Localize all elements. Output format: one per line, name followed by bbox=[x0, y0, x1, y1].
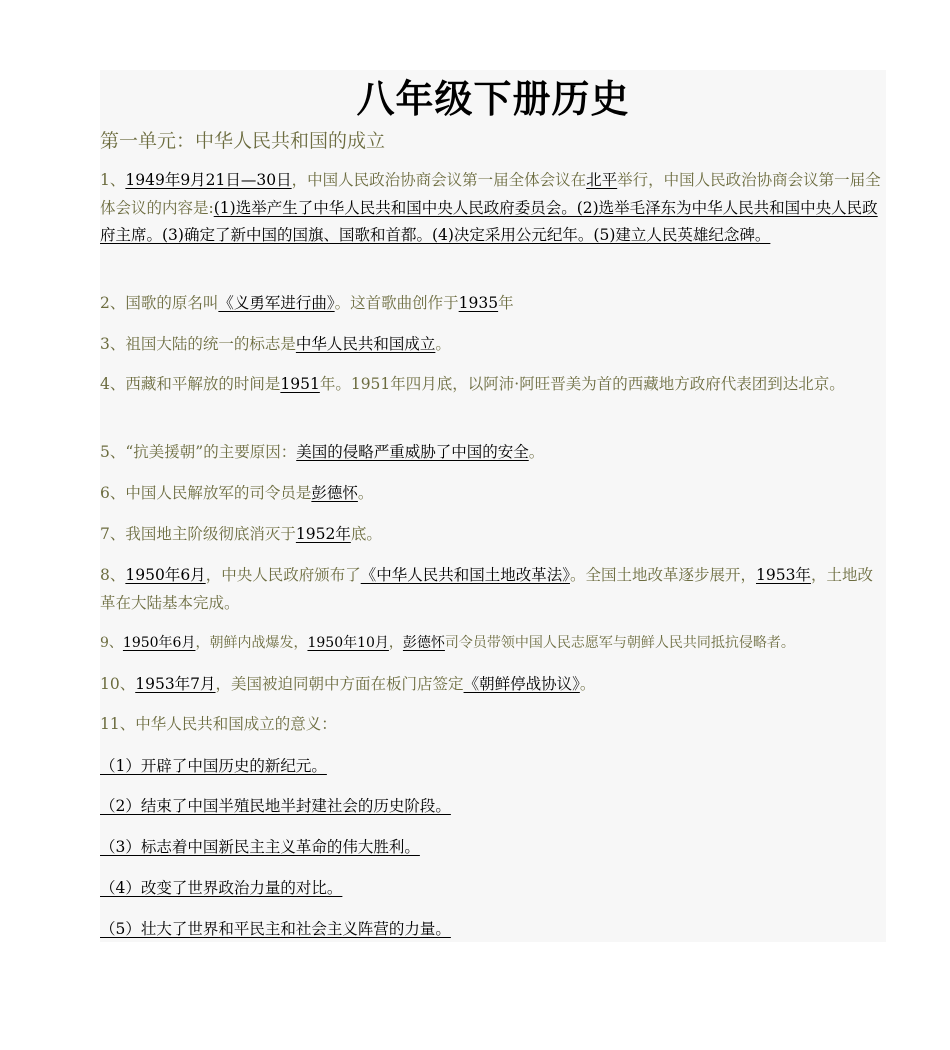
item-text: ，土地改革在大陆基本完成。 bbox=[100, 566, 873, 612]
item-11 bbox=[100, 711, 886, 739]
item-text: ，美国被迫同朝中方面在板门店签定 bbox=[215, 675, 464, 693]
answer-date: 1950年6月 bbox=[125, 566, 206, 584]
answer-year: 1953年 bbox=[755, 566, 811, 584]
meaning-text: （2）结束了中国半殖民地半封建社会的历史阶段。 bbox=[100, 797, 451, 815]
answer-date: 1950年6月 bbox=[122, 635, 196, 651]
meaning-text: （1）开辟了中国历史的新纪元。 bbox=[100, 757, 327, 775]
answer-date: 1949年9月21日—30日 bbox=[125, 171, 292, 189]
answer-content: (1)选举产生了中华人民共和国中央人民政府委员会。(2)选举毛泽东为中华人民共和国中央人民政府主席。(3)确定了新中国的国旗、国歌和首都。(4)决定采用公元纪年。(5)建立人民英雄纪念碑。 bbox=[100, 198, 878, 244]
item-text: 3、祖国大陆的统一的标志是 bbox=[100, 335, 296, 353]
meaning-2 bbox=[100, 793, 886, 821]
item-7 bbox=[100, 521, 886, 549]
answer-year: 1952年 bbox=[295, 525, 351, 543]
item-text: 底。 bbox=[350, 525, 382, 543]
meaning-4 bbox=[100, 875, 886, 903]
answer-treaty: 《朝鲜停战协议》 bbox=[463, 675, 580, 693]
answer-text: 中华人民共和国成立 bbox=[295, 335, 436, 353]
item-text: 2、国歌的原名叫 bbox=[100, 294, 219, 312]
meaning-3 bbox=[100, 834, 886, 862]
answer-year: 1935 bbox=[458, 294, 499, 312]
item-5 bbox=[100, 439, 886, 467]
answer-text: 彭德怀 bbox=[311, 484, 358, 502]
item-text: 6、中国人民解放军的司令员是 bbox=[100, 484, 312, 502]
item-text: 司令员带领中国人民志愿军与朝鲜人民共同抵抗侵略者。 bbox=[444, 635, 795, 651]
meaning-text: （4）改变了世界政治力量的对比。 bbox=[100, 879, 343, 897]
item-number: 1、 bbox=[100, 171, 126, 189]
item-10 bbox=[100, 671, 886, 699]
item-text: 举行，中国人民政治协商会议第一届全体会议的内容是: bbox=[100, 171, 881, 217]
item-text: ，中央人民政府颁布了 bbox=[205, 566, 361, 584]
meaning-5 bbox=[100, 916, 886, 944]
unit-heading: 第一单元：中华人民共和国的成立 bbox=[100, 130, 386, 152]
answer-law: 《中华人民共和国土地改革法》 bbox=[360, 566, 570, 584]
answer-place: 北平 bbox=[586, 171, 618, 189]
item-text: ，中国人民政治协商会议第一届全体会议在 bbox=[291, 171, 587, 189]
answer-year: 1951 bbox=[280, 375, 320, 393]
answer-person: 彭德怀 bbox=[402, 635, 445, 651]
item-text: ，朝鲜内战爆发， bbox=[195, 635, 308, 651]
meaning-1 bbox=[100, 753, 886, 781]
item-text: 。 bbox=[357, 484, 374, 502]
meaning-text: （3）标志着中国新民主主义革命的伟大胜利。 bbox=[100, 838, 420, 856]
meaning-text: （5）壮大了世界和平民主和社会主义阵营的力量。 bbox=[100, 920, 451, 938]
document-page bbox=[100, 70, 886, 942]
item-text: 。 bbox=[579, 675, 596, 693]
answer-song: 《义勇军进行曲》 bbox=[218, 294, 335, 312]
item-text: 4、西藏和平解放的时间是 bbox=[100, 375, 281, 393]
item-text: 年 bbox=[498, 294, 514, 312]
item-9 bbox=[100, 630, 886, 658]
item-2 bbox=[100, 290, 886, 318]
item-text: 11、中华人民共和国成立的意义： bbox=[100, 715, 337, 733]
item-4 bbox=[100, 371, 886, 399]
item-text: 8、 bbox=[100, 566, 126, 584]
item-text: 。 bbox=[435, 335, 451, 353]
page-title: 八年级下册历史 bbox=[356, 76, 630, 121]
item-text: 。这首歌曲创作于 bbox=[334, 294, 459, 312]
answer-date: 1953年7月 bbox=[135, 675, 216, 693]
item-text: 10、 bbox=[100, 675, 136, 693]
item-3 bbox=[100, 331, 886, 359]
answer-date: 1950年10月 bbox=[307, 635, 389, 651]
item-text: 年。1951年四月底，以阿沛·阿旺晋美为首的西藏地方政府代表团到达北京。 bbox=[319, 375, 845, 393]
item-text: 5、“抗美援朝”的主要原因： bbox=[100, 443, 297, 461]
item-1 bbox=[100, 167, 886, 250]
item-text: 。 bbox=[528, 443, 545, 461]
answer-text: 美国的侵略严重威胁了中国的安全 bbox=[296, 443, 529, 461]
item-6 bbox=[100, 480, 886, 508]
item-text: 7、我国地主阶级彻底消灭于 bbox=[100, 525, 296, 543]
item-text: 。全国土地改革逐步展开， bbox=[569, 566, 756, 584]
item-text: 9、 bbox=[100, 635, 123, 651]
item-8 bbox=[100, 562, 886, 617]
item-text: ， bbox=[388, 635, 403, 651]
